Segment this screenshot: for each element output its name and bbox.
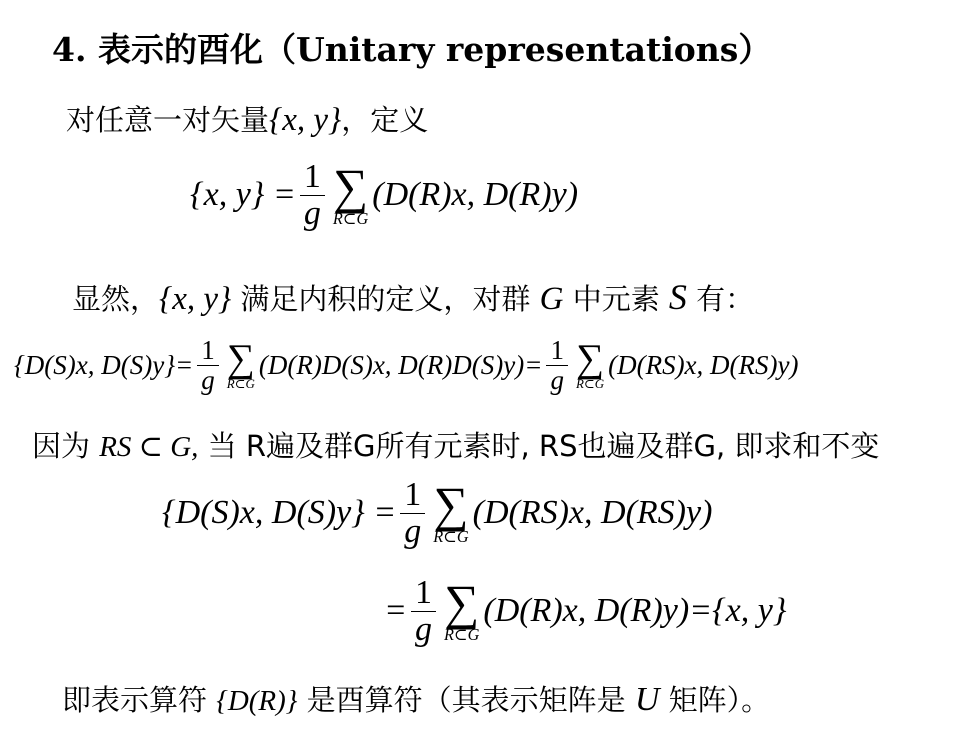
eq2-lhs: {D(S)x, D(S)y}=	[14, 349, 194, 380]
line2-prefix: 显然，	[72, 282, 160, 316]
equation-transformed	[14, 320, 799, 410]
eq2-sum-index-1: R⊂G	[226, 376, 255, 392]
eq1-sum	[332, 159, 369, 229]
line2-mid: 满足内积的定义，对群	[231, 282, 540, 316]
group-symbol: G	[539, 281, 564, 317]
sigma-symbol: ∑	[226, 336, 255, 380]
eq2-numerator-2: 1	[546, 336, 568, 365]
eq2-sum-2	[575, 336, 605, 392]
eq3-sum-index: R⊂G	[433, 527, 469, 547]
eq4-fraction	[411, 575, 436, 647]
sigma-symbol: ∑	[433, 477, 469, 533]
eq4-lhs: =	[384, 592, 407, 629]
eq1-fraction	[300, 159, 325, 231]
line4-suffix: 矩阵）。	[659, 683, 771, 717]
unitary-symbol: U	[634, 681, 660, 718]
eq1-numerator: 1	[300, 159, 325, 196]
eq2-body: (D(RS)x, D(RS)y)	[608, 349, 799, 380]
pair-symbol-2: {x, y}	[159, 281, 232, 317]
subset-expression: RS ⊂ G,	[99, 431, 199, 463]
eq2-denominator-1: g	[201, 364, 215, 395]
eq3-body: (D(RS)x, D(RS)y)	[472, 494, 713, 531]
eq2-sum-index-2: R⊂G	[575, 376, 605, 392]
eq4-sum	[443, 575, 480, 645]
line2-mid2: 中元素	[563, 282, 669, 316]
intro-text: 对任意一对矢量	[66, 103, 270, 137]
rearrangement-note	[32, 424, 879, 465]
eq4-denominator: g	[414, 610, 432, 648]
eq2-fraction-1	[197, 336, 219, 394]
conclusion	[62, 678, 770, 719]
eq1-denominator: g	[303, 194, 321, 232]
sigma-symbol: ∑	[444, 575, 480, 631]
eq2-denominator-2: g	[550, 364, 564, 395]
intro-suffix: ，定义	[341, 103, 429, 137]
sigma-symbol: ∑	[576, 336, 604, 380]
equation-reindexed	[162, 468, 712, 558]
eq2-mid: (D(R)D(S)x, D(R)D(S)y)=	[258, 349, 543, 380]
eq2-fraction-2	[546, 336, 568, 394]
pair-symbol: {x, y}	[269, 102, 342, 138]
eq4-sum-index: R⊂G	[443, 625, 480, 645]
definition-intro	[66, 98, 428, 139]
operator-symbol: {D(R)}	[216, 685, 298, 717]
line4-prefix: 即表示算符	[62, 683, 217, 717]
eq4-numerator: 1	[411, 575, 436, 612]
eq3-fraction	[400, 477, 425, 549]
equation-result	[384, 566, 786, 656]
sigma-symbol: ∑	[332, 159, 369, 215]
eq2-numerator-1: 1	[197, 336, 219, 365]
line4-mid: 是酉算符（其表示矩阵是	[297, 683, 635, 717]
line3-prefix: 因为	[32, 429, 100, 463]
eq3-numerator: 1	[400, 477, 425, 514]
eq1-lhs: {x, y} =	[190, 176, 296, 213]
equation-inner-product	[190, 150, 578, 240]
eq3-denominator: g	[404, 512, 422, 550]
line2-suffix: 有：	[686, 282, 755, 316]
page-title: 4. 表示的酉化（Unitary representations）	[52, 30, 772, 69]
eq1-body: (D(R)x, D(R)y)	[372, 176, 579, 213]
element-symbol: S	[668, 277, 687, 317]
eq3-lhs: {D(S)x, D(S)y} =	[162, 494, 397, 531]
invariance-intro	[72, 276, 754, 318]
eq4-body: (D(R)x, D(R)y)={x, y}	[483, 592, 787, 629]
eq1-sum-index: R⊂G	[332, 209, 369, 229]
line3-suffix: 当 R遍及群G所有元素时, RS也遍及群G, 即求和不变	[198, 429, 880, 463]
eq3-sum	[433, 477, 469, 547]
eq2-sum-1	[226, 336, 255, 392]
